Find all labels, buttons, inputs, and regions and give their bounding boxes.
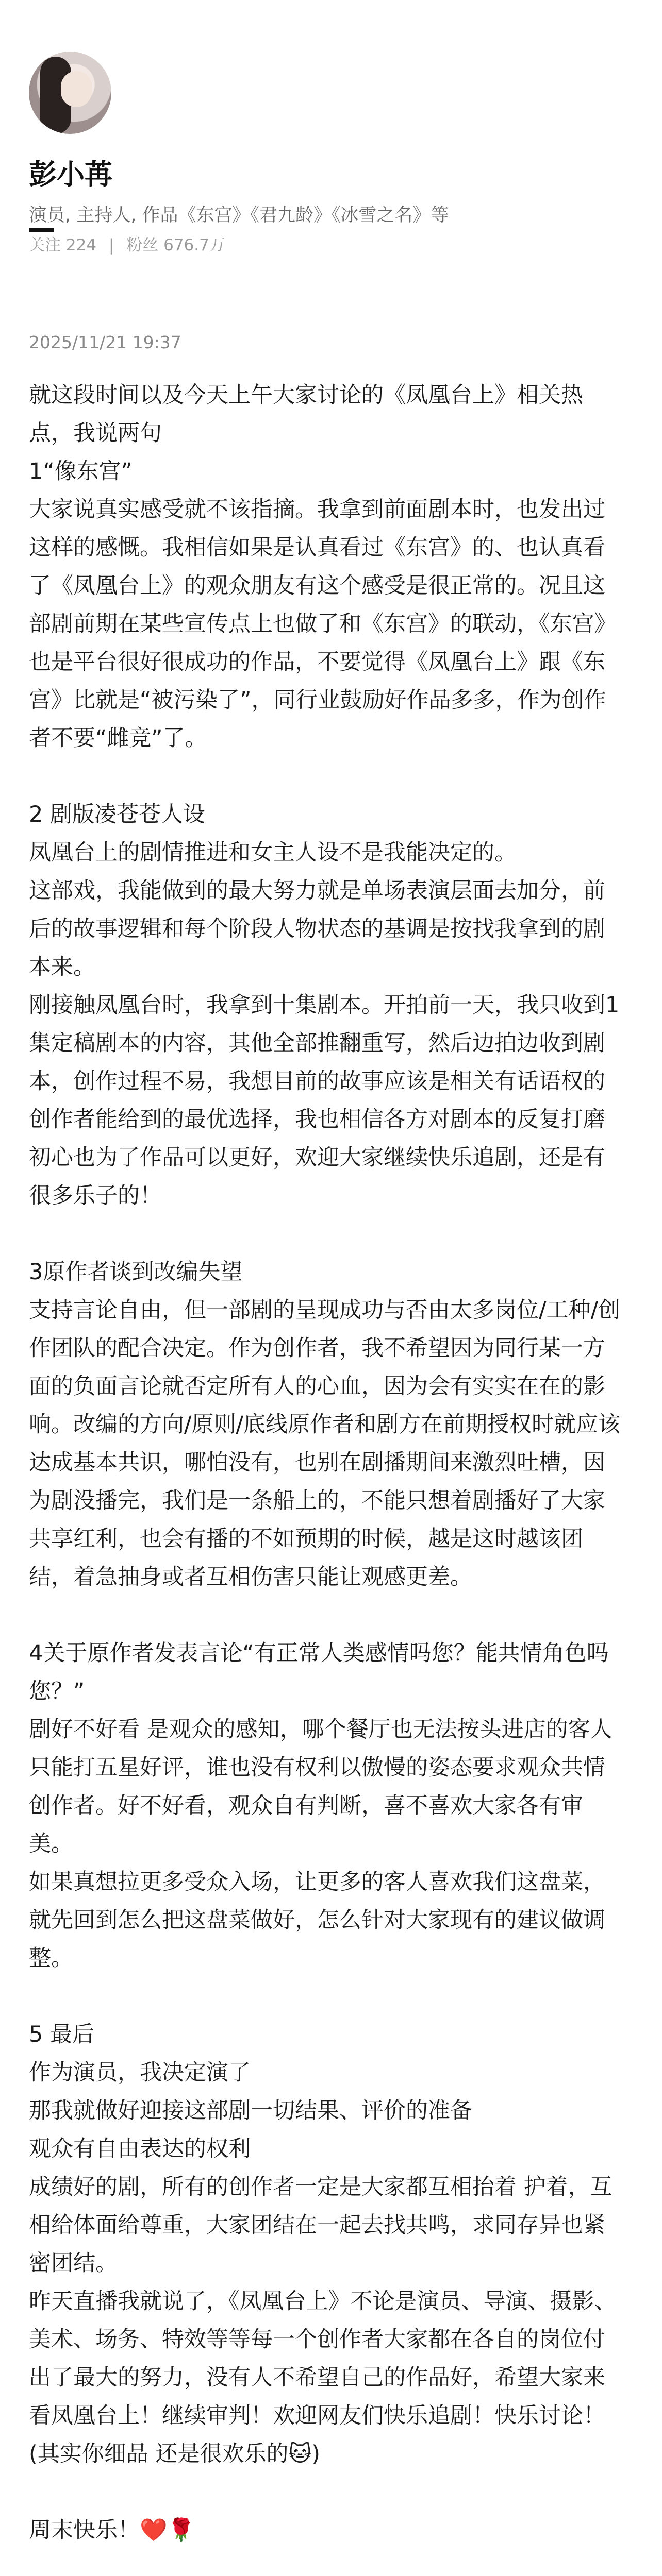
profile-name[interactable]: 彭小苒 — [29, 158, 112, 191]
profile-bio: 演员, 主持人, 作品《东宫》《君九龄》《冰雪之名》等 — [29, 205, 449, 226]
post-paragraph: 大家说真实感受就不该指摘。我拿到前面剧本时，也发出过这样的感慨。我相信如果是认真看过《东宫》的、也认真看了《凤凰台上》的观众朋友有这个感受是很正常的。况且这部剧前期在某些宣传点上也做了和《东宫》的联动，《东宫》也是平台很好很成功的作品，不要觉得《凤凰台上》跟《东宫》比就是“被污染了”，同行业鼓励好作品多多，作为创作者不要“雌竞”了。 — [29, 497, 617, 751]
post-paragraph: 这部戏，我能做到的最大努力就是单场表演层面去加分，前后的故事逻辑和每个阶段人物状态的基调是按找我拿到的剧本来。 — [29, 878, 605, 980]
follow-label[interactable]: 关注 — [29, 236, 61, 255]
post-paragraph: 昨天直播我就说了，《凤凰台上》不论是演员、导演、摄影、美术、场务、特效等等每一个创作者大家都在各自的岗位付出了最大的努力，没有人不希望自己的作品好，希望大家来看凤凰台上！继续审判！欢迎网友们快乐追剧！快乐讨论！(其实你细品 还是很欢乐的🐱) — [29, 2289, 617, 2467]
profile-header — [29, 52, 637, 255]
follow-count[interactable]: 224 — [65, 236, 97, 255]
post-paragraph: 5 最后 — [29, 2022, 95, 2047]
post-paragraph: 4关于原作者发表言论“有正常人类感情吗您？能共情角色吗您？” — [29, 1640, 609, 1704]
post-paragraph: 观众有自由表达的权利 — [29, 2136, 251, 2162]
post-paragraph: 如果真想拉更多受众入场，让更多的客人喜欢我们这盘菜，就先回到怎么把这盘菜做好，怎么针对大家现有的建议做调整。 — [29, 1869, 605, 1971]
post-paragraph: 作为演员，我决定演了 — [29, 2060, 251, 2086]
post-paragraph: 3原作者谈到改编失望 — [29, 1259, 243, 1285]
post-content — [29, 376, 627, 2549]
post-paragraph: 成绩好的剧，所有的创作者一定是大家都互相抬着 护着，互相给体面给尊重，大家团结在一起去找共鸣，求同存异也紧密团结。 — [29, 2174, 613, 2276]
post-date: 2025/11/21 19:37 — [29, 332, 181, 352]
post-paragraph: 周末快乐！❤️🌹 — [29, 2517, 195, 2543]
post-paragraph: 剧好不好看 是观众的感知，哪个餐厅也无法按头进店的客人只能打五星好评，谁也没有权利以傲慢的姿态要求观众共情创作者。好不好看，观众自有判断，喜不喜欢大家各有审美。 — [29, 1717, 613, 1857]
post-paragraph: 就这段时间以及今天上午大家讨论的《凤凰台上》相关热点，我说两句 — [29, 382, 583, 446]
post-paragraph: 2 剧版凌苍苍人设 — [29, 802, 206, 827]
post-paragraph: 刚接触凤凰台时，我拿到十集剧本。开拍前一天，我只收到1集定稿剧本的内容，其他全部推翻重写，然后边拍边收到剧本，创作过程不易，我想目前的故事应该是相关有话语权的创作者能给到的最优选择，我也相信各方对剧本的反复打磨 初心也为了作品可以更好，欢迎大家继续快乐追剧，还是有很多乐子的！ — [29, 992, 620, 1209]
stats-separator: | — [108, 236, 114, 255]
post-paragraph: 1“像东宫” — [29, 459, 133, 484]
post-paragraph: 那我就做好迎接这部剧一切结果、评价的准备 — [29, 2098, 472, 2124]
fans-count[interactable]: 676.7万 — [163, 236, 225, 255]
post-paragraph: 支持言论自由，但一部剧的呈现成功与否由太多岗位/工种/创作团队的配合决定。作为创作者，我不希望因为同行某一方面的负面言论就否定所有人的心血，因为会有实实在在的影响。改编的方向/原则/底线原作者和剧方在前期授权时就应该达成基本共识，哪怕没有，也别在剧播期间来激烈吐槽，因为剧没播完，我们是一条船上的，不能只想着剧播好了大家共享红利，也会有播的不如预期的时候，越是这时越该团结，着急抽身或者互相伤害只能让观感更差。 — [29, 1297, 620, 1590]
section-divider — [29, 228, 54, 232]
post-paragraph: 凤凰台上的剧情推进和女主人设不是我能决定的。 — [29, 840, 517, 866]
fans-label[interactable]: 粉丝 — [126, 236, 159, 255]
profile-stats — [29, 232, 225, 255]
avatar[interactable] — [29, 52, 111, 134]
